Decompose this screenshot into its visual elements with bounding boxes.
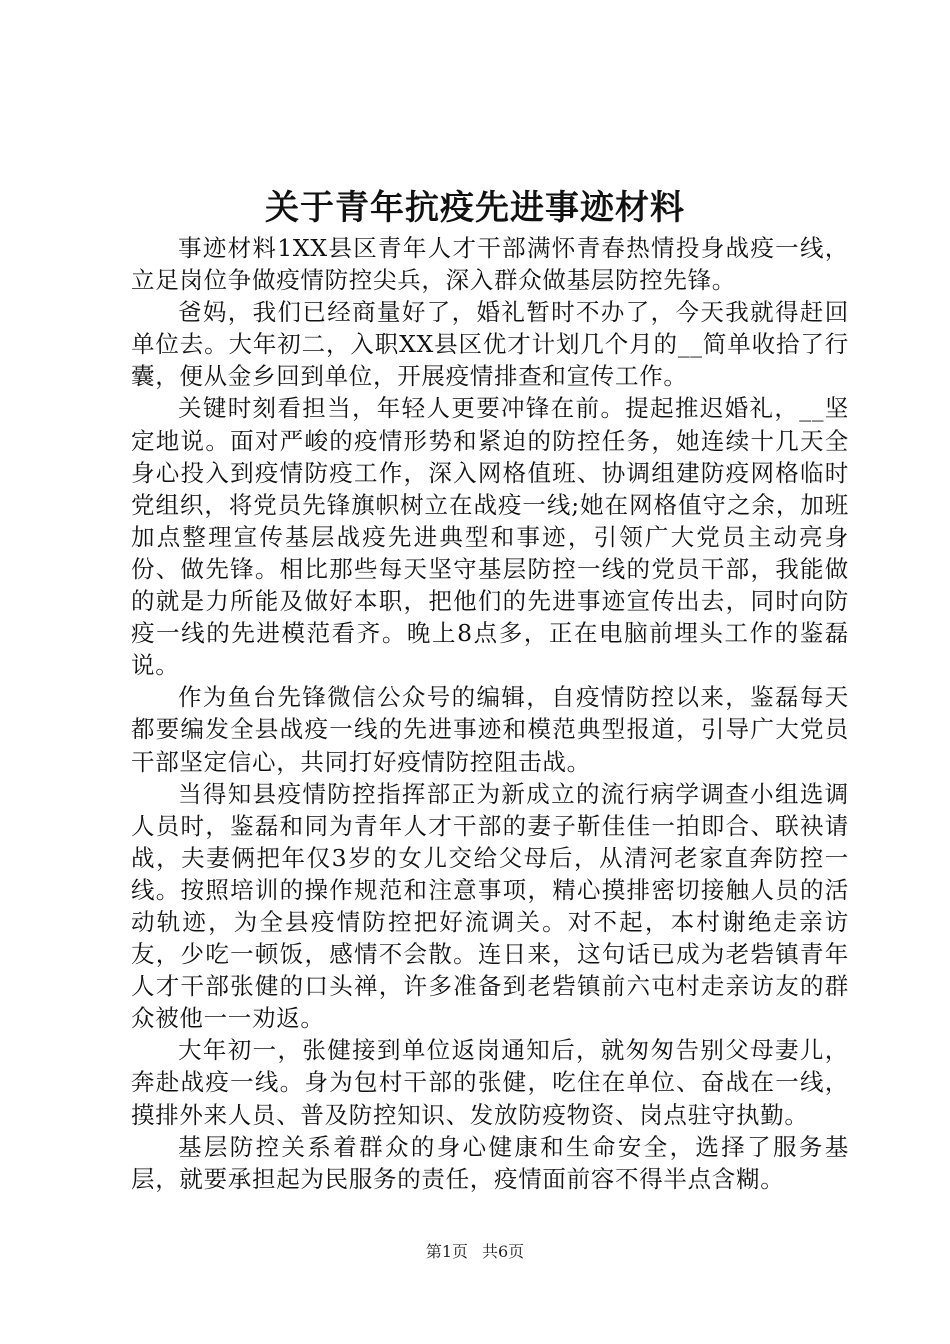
paragraph-7: 基层防控关系着群众的身心健康和生命安全，选择了服务基层，就要承担起为民服务的责任，疫情面前容不得半点含糊。 [131,1132,849,1193]
paragraph-1: 事迹材料1XX县区青年人才干部满怀青春热情投身战疫一线，立足岗位争做疫情防控尖兵，深入群众做基层防控先锋。 [131,234,849,295]
page-footer [0,1240,950,1264]
page-number: 第1页 [425,1242,468,1261]
paragraph-6: 大年初一，张健接到单位返岗通知后，就匆匆告别父母妻儿，奔赴战疫一线。身为包村干部的张健，吃住在单位、奋战在一线，摸排外来人员、普及防控知识、发放防疫物资、岗点驻守执勤。 [131,1036,849,1129]
paragraph-3: 关键时刻看担当，年轻人更要冲锋在前。提起推迟婚礼，__坚定地说。面对严峻的疫情形势和紧迫的防控任务，她连续十几天全身心投入到疫情防疫工作，深入网格值班、协调组建防疫网格临时党组织，将党员先锋旗帜树立在战疫一线;她在网格值守之余，加班加点整理宣传基层战疫先进典型和事迹，引领广大党员主动亮身份、做先锋。相比那些每天坚守基层防控一线的党员干部，我能做的就是力所能及做好本职，把他们的先进事迹宣传出去，同时向防疫一线的先进模范看齐。晚上8点多，正在电脑前埋头工作的鉴磊说。 [131,394,849,680]
paragraph-4: 作为鱼台先锋微信公众号的编辑，自疫情防控以来，鉴磊每天都要编发全县战疫一线的先进事迹和模范典型报道，引导广大党员干部坚定信心，共同打好疫情防控阻击战。 [131,683,849,776]
paragraph-5: 当得知县疫情防控指挥部正为新成立的流行病学调查小组选调人员时，鉴磊和同为青年人才干部的妻子靳佳佳一拍即合、联袂请战，夫妻俩把年仅3岁的女儿交给父母后，从清河老家直奔防控一线。按照培训的操作规范和注意事项，精心摸排密切接触人员的活动轨迹，为全县疫情防控把好流调关。对不起，本村谢绝走亲访友，少吃一顿饭，感情不会散。连日来，这句话已成为老砦镇青年人才干部张健的口头禅，许多准备到老砦镇前六屯村走亲访友的群众被他一一劝返。 [131,779,849,1033]
document-title: 关于青年抗疫先进事迹材料 [265,188,685,228]
paragraph-2: 爸妈，我们已经商量好了，婚礼暂时不办了，今天我就得赶回单位去。大年初二，入职XX县区优才计划几个月的__简单收拾了行囊，便从金乡回到单位，开展疫情排查和宣传工作。 [131,298,849,391]
page-total: 共6页 [482,1242,525,1261]
document-body [131,232,849,1195]
